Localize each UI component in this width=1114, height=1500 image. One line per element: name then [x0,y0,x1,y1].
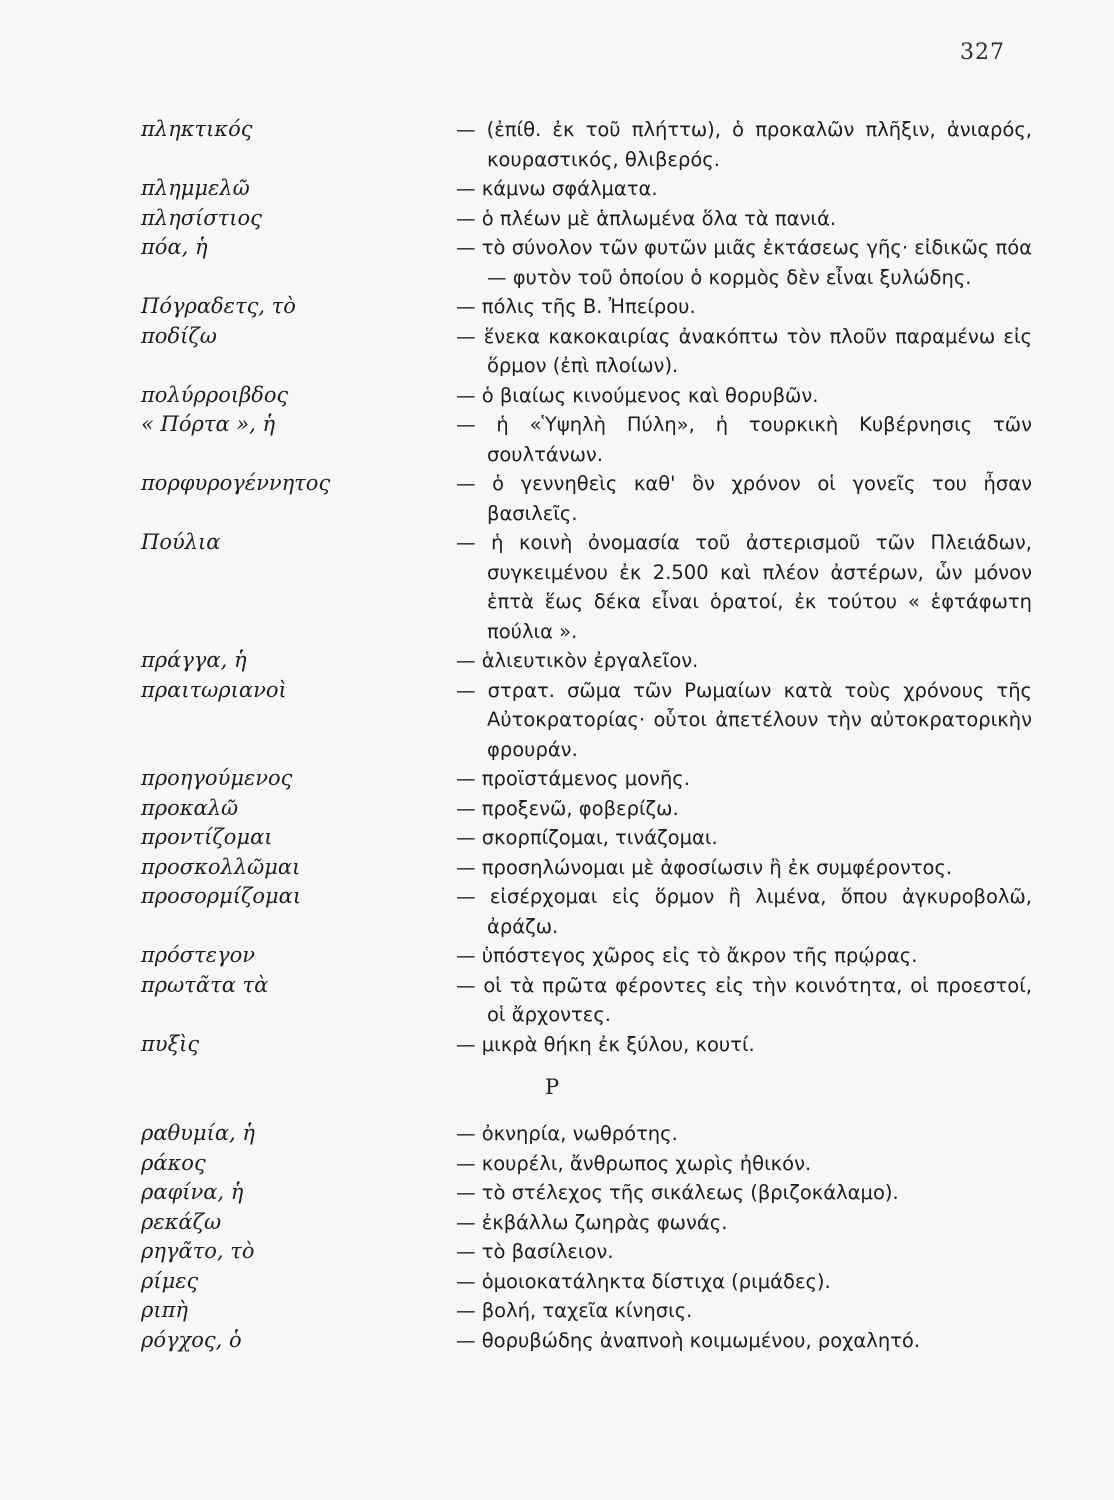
entry-definition: — ὑπόστεγος χῶρος εἰς τὸ ἄκρον τῆς πρῴρας. [456,941,1032,971]
entry-term: « Πόρτα », ἡ [141,412,276,436]
section-letter-heading: Ρ [545,1075,560,1099]
entry-definition: — κάμνω σφάλματα. [456,174,1032,204]
glossary-entry [0,1119,1114,1149]
page-number: 327 [960,40,1005,65]
entry-definition: — ὁμοιοκατάληκτα δίστιχα (ριμάδες). [456,1267,1032,1297]
entry-definition: — πόλις τῆς Β. Ἠπείρου. [456,292,1032,322]
entry-definition: — ἐκβάλλω ζωηρὰς φωνάς. [456,1208,1032,1238]
entry-term: ποδίζω [141,323,217,348]
glossary-entry [0,1149,1114,1179]
entry-definition: — ὀκνηρία, νωθρότης. [456,1119,1032,1149]
entry-definition: — τὸ στέλεχος τῆς σικάλεως (βριζοκάλαμο). [456,1178,1032,1208]
glossary-entry [0,204,1114,234]
entry-definition: — στρατ. σῶμα τῶν Ρωμαίων κατὰ τοὺς χρόνους τῆς Αὐτοκρατορίας· οὗτοι ἀπετέλουν τὴν αὐτοκρατορικὴν φρουράν. [456,676,1032,765]
entry-definition: — προϊστάμενος μονῆς. [456,764,1032,794]
glossary-entry [0,794,1114,824]
glossary-entry [0,823,1114,853]
entry-term: πορφυρογέννητος [141,471,331,495]
entry-definition: — κουρέλι, ἄνθρωπος χωρὶς ἠθικόν. [456,1149,1032,1179]
entry-definition: — προσηλώνομαι μὲ ἀφοσίωσιν ἢ ἐκ συμφέροντος. [456,853,1032,883]
entry-term: προντίζομαι [141,825,273,849]
glossary-entry [0,971,1114,1030]
entry-definition: — ὁ βιαίως κινούμενος καὶ θορυβῶν. [456,381,1032,411]
entry-term: ρόγχος, ὁ [141,1327,242,1352]
entry-term: ρίμες [141,1268,199,1293]
entry-term: πόα, ἡ [141,235,208,259]
glossary-entry [0,322,1114,381]
entry-definition: — ὁ γεννηθεὶς καθ' ὃν χρόνον οἱ γονεῖς του ἦσαν βασιλεῖς. [456,469,1032,528]
entry-term: πραιτωριανοὶ [141,677,287,702]
entry-definition: — σκορπίζομαι, τινάζομαι. [456,823,1032,853]
entry-term: προηγούμενος [141,766,293,790]
entry-definition: — ἕνεκα κακοκαιρίας ἀνακόπτω τὸν πλοῦν παραμένω εἰς ὅρμον (ἐπὶ πλοίων). [456,322,1032,381]
entry-definition: — θορυβώδης ἀναπνοὴ κοιμωμένου, ροχαλητό. [456,1326,1032,1356]
glossary-entry [0,469,1114,528]
entry-term: πληκτικός [141,117,253,141]
entry-term: πολύρροιβδος [141,382,289,407]
glossary-entry [0,292,1114,322]
glossary-entry [0,646,1114,676]
glossary-entries [0,115,1114,1355]
glossary-entry [0,1178,1114,1208]
entry-term: ρηγᾶτο, τὸ [141,1239,255,1263]
entry-definition: — εἰσέρχομαι εἰς ὅρμον ἢ λιμένα, ὅπου ἀγκυροβολῶ, ἀράζω. [456,882,1032,941]
entry-definition: — μικρὰ θήκη ἐκ ξύλου, κουτί. [456,1030,1032,1060]
entry-definition: — ἁλιευτικὸν ἐργαλεῖον. [456,646,1032,676]
entry-term: Πούλια [141,530,221,554]
entry-definition: — ὁ πλέων μὲ ἁπλωμένα ὅλα τὰ πανιά. [456,204,1032,234]
glossary-entry [0,1237,1114,1267]
entry-term: πράγγα, ἡ [141,648,247,672]
entry-definition: — οἱ τὰ πρῶτα φέροντες εἰς τὴν κοινότητα, οἱ προεστοί, οἱ ἄρχοντες. [456,971,1032,1030]
entry-definition: — (ἐπίθ. ἐκ τοῦ πλήττω), ὁ προκαλῶν πλῆξιν, ἀνιαρός, κουραστικός, θλιβερός. [456,115,1032,174]
glossary-entry [0,882,1114,941]
glossary-entry [0,853,1114,883]
entry-term: ριπὴ [141,1298,188,1322]
entry-term: προσορμίζομαι [141,884,302,908]
entry-term: ραθυμία, ἡ [141,1121,255,1145]
glossary-entry [0,1030,1114,1060]
glossary-entry [0,115,1114,174]
entry-definition: — τὸ σύνολον τῶν φυτῶν μιᾶς ἐκτάσεως γῆς· εἰδικῶς πόα — φυτὸν τοῦ ὁποίου ὁ κορμὸς δὲν εἶναι ξυλώδης. [456,233,1032,292]
entry-definition: — βολή, ταχεῖα κίνησις. [456,1296,1032,1326]
glossary-entry [0,528,1114,646]
glossary-entry [0,1326,1114,1356]
entry-term: πλησίστιος [141,205,262,230]
entry-term: ραφίνα, ἡ [141,1180,244,1204]
entry-term: πρόστεγον [141,943,255,967]
entry-term: πλημμελῶ [141,176,250,200]
glossary-entry [0,410,1114,469]
entry-term: ράκος [141,1150,206,1175]
entry-term: ρεκάζω [141,1209,222,1234]
entry-term: πρωτᾶτα τὰ [141,972,269,997]
entry-term: προκαλῶ [141,795,239,820]
glossary-entry [0,1296,1114,1326]
entry-definition: — ἡ κοινὴ ὀνομασία τοῦ ἀστερισμοῦ τῶν Πλειάδων, συγκειμένου ἐκ 2.500 καὶ πλέον ἀστέρων, ὧν μόνον ἑπτὰ ἕως δέκα εἶναι ὁρατοί, ἐκ τούτου « ἑφτάφωτη πούλια ». [456,528,1032,646]
glossary-entry [0,233,1114,292]
glossary-entry [0,381,1114,411]
glossary-entry [0,1267,1114,1297]
glossary-entry [0,941,1114,971]
entry-definition: — τὸ βασίλειον. [456,1237,1032,1267]
entry-definition: — ἡ «Ὑψηλὴ Πύλη», ἡ τουρκικὴ Κυβέρνησις τῶν σουλτάνων. [456,410,1032,469]
entry-term: προσκολλῶμαι [141,854,301,879]
entry-definition: — προξενῶ, φοβερίζω. [456,794,1032,824]
entry-term: πυξὶς [141,1031,200,1056]
entry-term: Πόγραδετς, τὸ [141,294,296,318]
glossary-entry [0,174,1114,204]
glossary-entry [0,1208,1114,1238]
glossary-entry [0,676,1114,765]
glossary-entry [0,764,1114,794]
